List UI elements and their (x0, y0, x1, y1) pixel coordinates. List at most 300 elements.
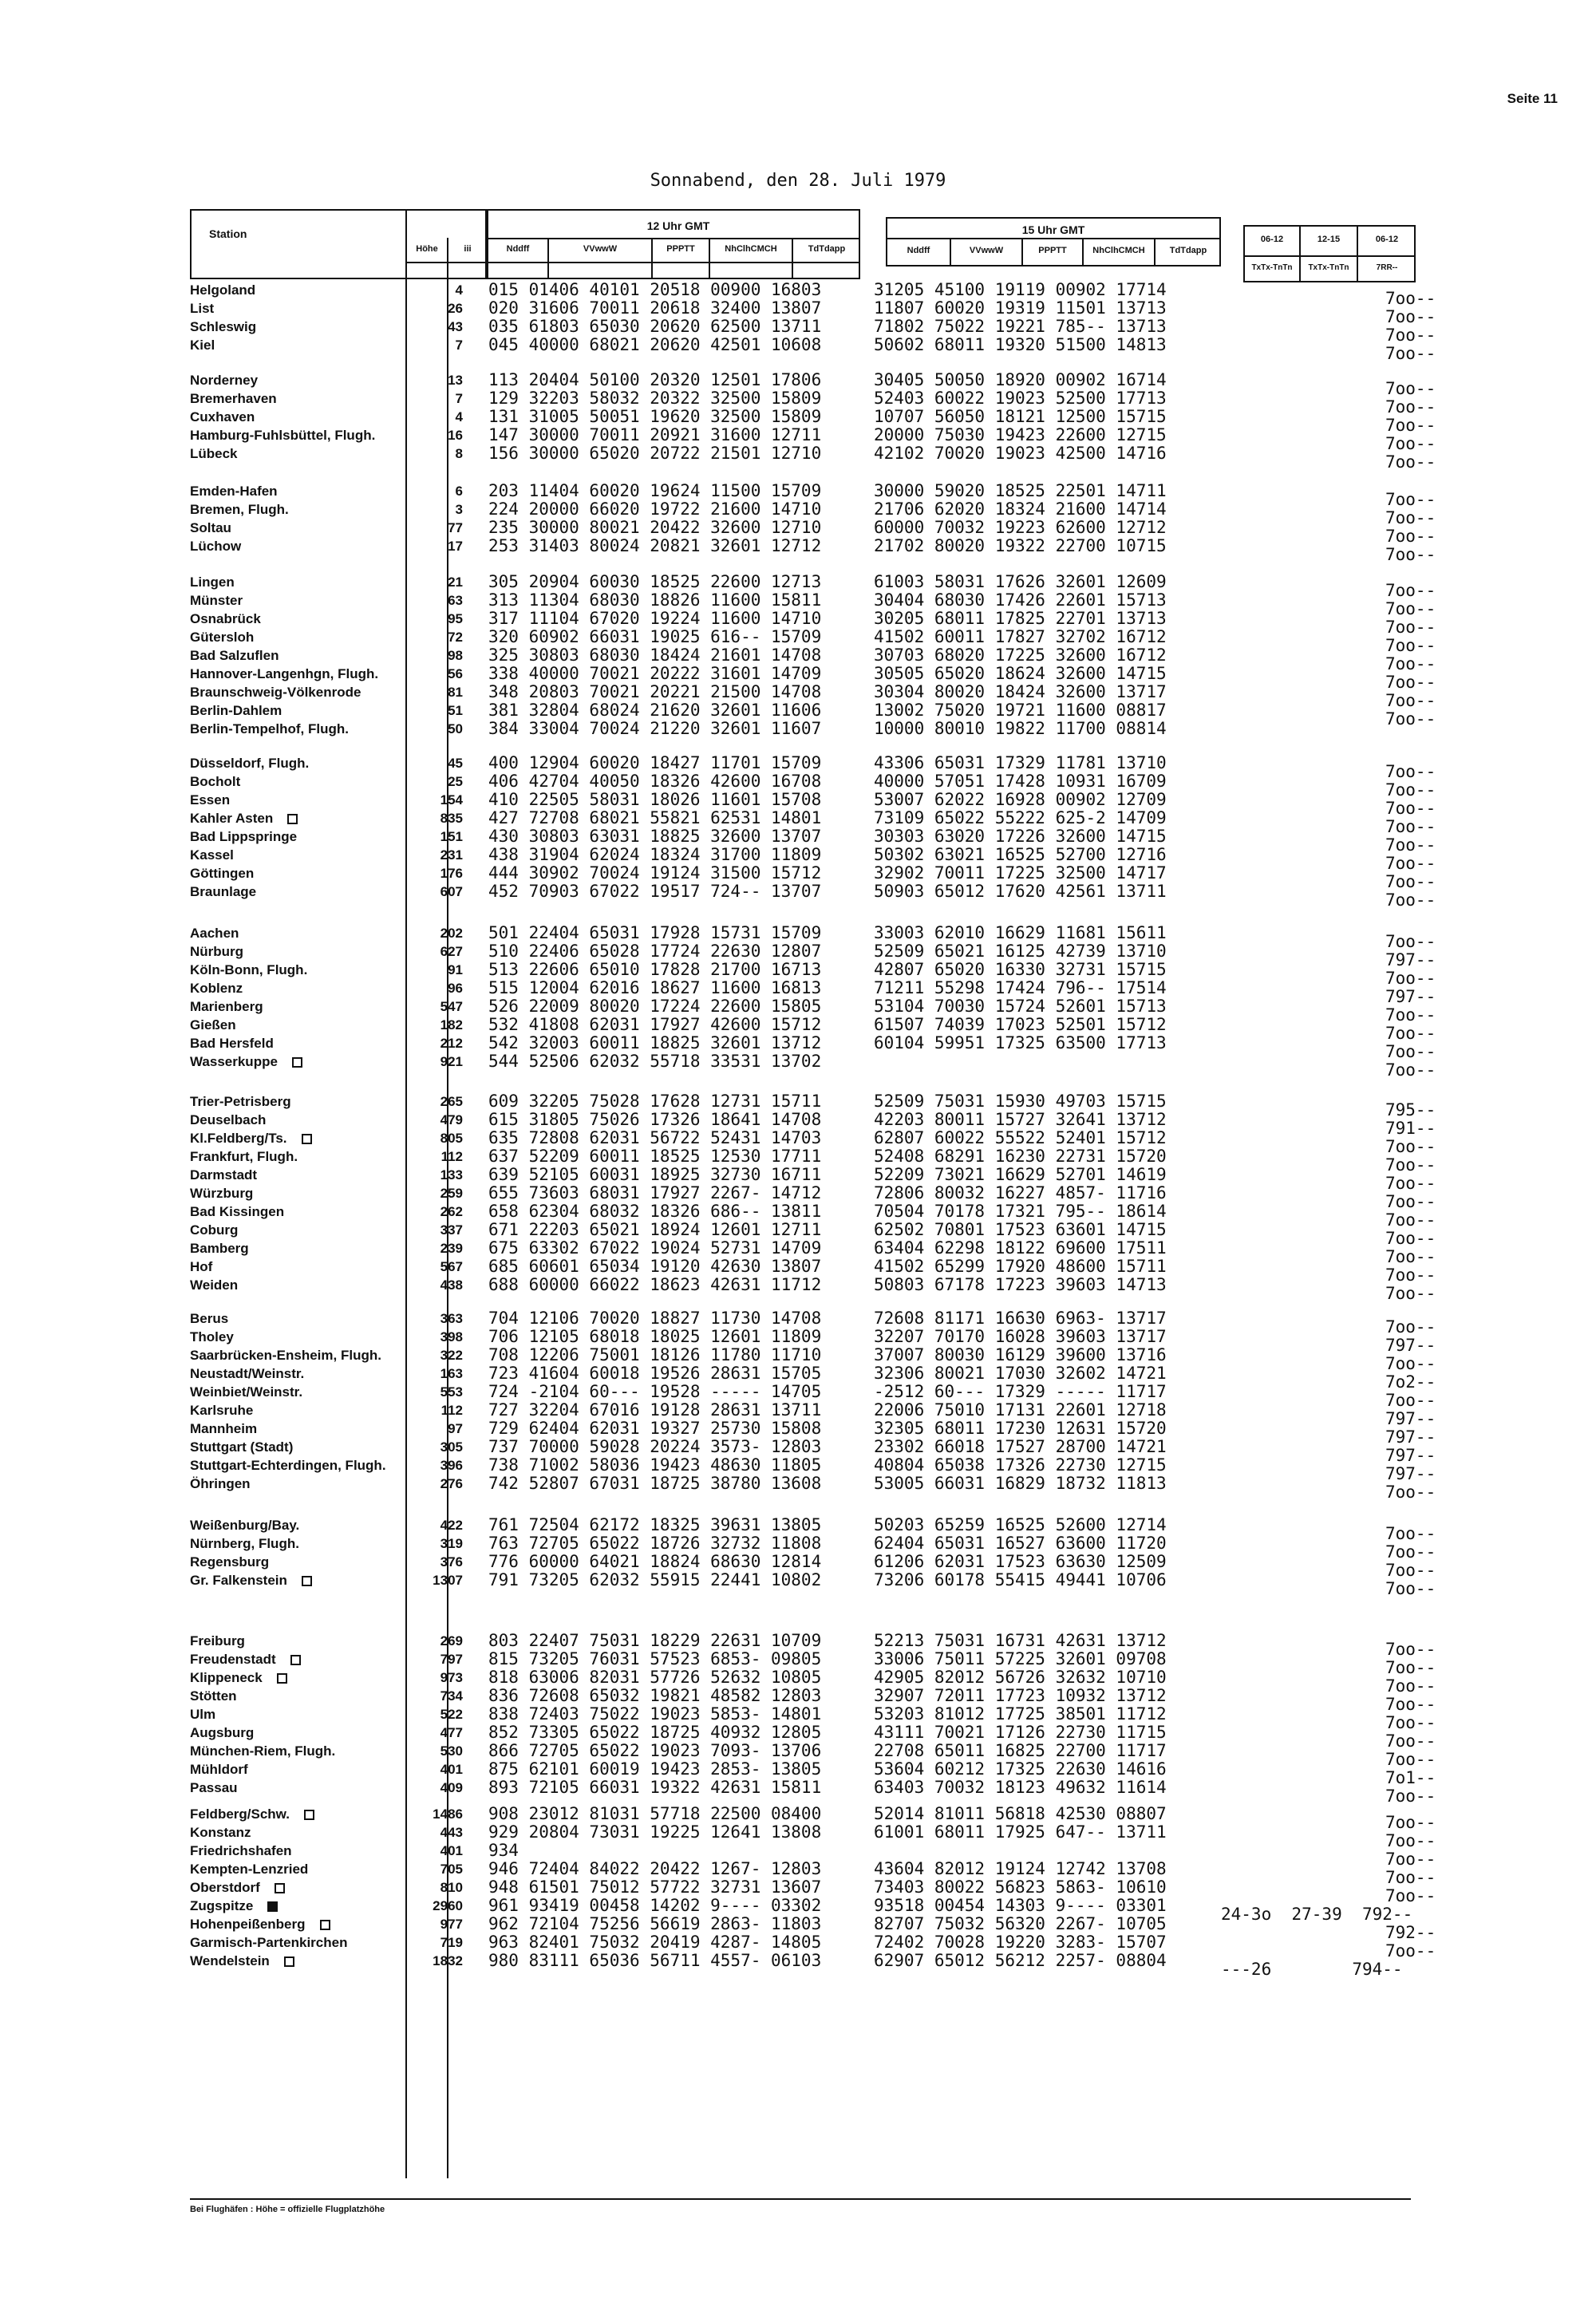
station-label: List (190, 301, 215, 316)
precip-value: 7oo-- (1385, 307, 1436, 326)
header-12-col4: NhClhCMCH (725, 244, 777, 254)
obs-12utc: 893 72105 66031 19322 42631 15811 (488, 1778, 822, 1797)
station-hoehe: 8 (455, 446, 463, 461)
station-name (190, 1052, 302, 1071)
header-15-col2: VVwwW (969, 246, 1004, 255)
precip-value: 7oo-- (1385, 618, 1436, 637)
station-label: Stuttgart-Echterdingen, Flugh. (190, 1458, 386, 1473)
obs-12utc: 015 01406 40101 20518 00900 16803 (488, 280, 822, 299)
obs-12utc: 706 12105 68018 18025 12601 11809 (488, 1327, 822, 1346)
precip-value: 7oo-- (1385, 969, 1436, 988)
obs-12utc: 235 30000 80021 20422 32600 12710 (488, 518, 822, 537)
obs-15utc: 43111 70021 17126 22730 11715 (874, 1723, 1167, 1742)
obs-15utc: 32902 70011 17225 32500 14717 (874, 863, 1167, 882)
station-name (190, 1129, 312, 1147)
precip-value: 7oo-- (1385, 1137, 1436, 1156)
station-hoehe: 112 (440, 1403, 463, 1418)
station-name (190, 1111, 266, 1129)
precip-value: 7oo-- (1385, 1750, 1436, 1769)
obs-12utc: 948 61501 75012 57722 32731 13607 (488, 1877, 822, 1897)
obs-15utc: 52403 60022 19023 52500 17713 (874, 389, 1167, 408)
obs-12utc: 320 60902 66031 19025 616-- 15709 (488, 627, 822, 646)
obs-12utc: 510 22406 65028 17724 22630 12807 (488, 942, 822, 961)
obs-15utc: 53203 81012 17725 38501 11712 (874, 1704, 1167, 1724)
station-hoehe: 239 (440, 1241, 463, 1256)
station-label: Kempten-Lenzried (190, 1862, 309, 1877)
open-square-marker (290, 1655, 301, 1665)
station-hoehe: 77 (448, 520, 463, 535)
header-12-col1: Nddff (506, 244, 530, 254)
precip-value: 7oo-- (1385, 890, 1436, 910)
station-label: Ulm (190, 1707, 216, 1722)
obs-15utc: 30505 65020 18624 32600 14715 (874, 664, 1167, 683)
obs-12utc: 675 63302 67022 19024 52731 14709 (488, 1238, 822, 1258)
obs-15utc: 30303 63020 17226 32600 14715 (874, 827, 1167, 846)
station-label: Würzburg (190, 1186, 254, 1201)
obs-12utc: 526 22009 80020 17224 22600 15805 (488, 997, 822, 1016)
station-label: Marienberg (190, 999, 263, 1014)
station-name (190, 864, 254, 882)
precip-value: 7oo-- (1385, 691, 1436, 710)
obs-15utc: 23302 66018 17527 28700 14721 (874, 1437, 1167, 1456)
station-hoehe: 921 (440, 1054, 463, 1069)
station-label: Schleswig (190, 319, 257, 334)
station-name (190, 1475, 251, 1493)
station-label: Weiden (190, 1277, 239, 1293)
obs-12utc: 803 22407 75031 18229 22631 10709 (488, 1631, 822, 1650)
header-15-col4: NhClhCMCH (1092, 246, 1145, 255)
precip-value: 7oo-- (1385, 932, 1436, 951)
precip-value: 7oo-- (1385, 599, 1436, 618)
precip-value: 7oo-- (1385, 1941, 1436, 1960)
obs-12utc: 203 11404 60020 19624 11500 15709 (488, 481, 822, 500)
precip-value: 7oo-- (1385, 872, 1436, 891)
precip-value: 7oo-- (1385, 1695, 1436, 1714)
obs-15utc: 62907 65012 56212 2257- 08804 (874, 1951, 1167, 1970)
obs-15utc: 72806 80032 16227 4857- 11716 (874, 1183, 1167, 1202)
station-hoehe: 98 (448, 648, 463, 663)
station-name (190, 882, 256, 901)
precip-value: 7oo-- (1385, 527, 1436, 546)
header-hoehe: Höhe (416, 244, 438, 254)
obs-12utc: 836 72608 65032 19821 48582 12803 (488, 1686, 822, 1705)
station-hoehe: 154 (440, 792, 463, 807)
obs-15utc: 53007 62022 16928 00902 12709 (874, 790, 1167, 809)
station-hoehe: 56 (448, 666, 463, 681)
header-extra-sub-3: 7RR-- (1376, 263, 1398, 272)
station-hoehe: 705 (440, 1862, 463, 1877)
obs-12utc: 963 82401 75032 20419 4287- 14805 (488, 1933, 822, 1952)
station-name (190, 1952, 294, 1970)
obs-15utc: 61507 74039 17023 52501 15712 (874, 1015, 1167, 1034)
header-iii: iii (464, 244, 472, 254)
station-name (190, 772, 240, 791)
precip-value: 7oo-- (1385, 1787, 1436, 1806)
station-name (190, 1668, 287, 1687)
obs-12utc: 544 52506 62032 55718 33531 13702 (488, 1052, 822, 1071)
precip-value: 7oo-- (1385, 1524, 1436, 1543)
obs-12utc: 410 22505 58031 18026 11601 15708 (488, 790, 822, 809)
obs-15utc: 42905 82012 56726 32632 10710 (874, 1668, 1167, 1687)
station-label: Oberstdorf (190, 1880, 260, 1895)
station-hoehe: 276 (440, 1476, 463, 1491)
station-label: Gütersloh (190, 630, 255, 645)
precip-value: 7oo-- (1385, 1192, 1436, 1211)
station-hoehe: 63 (448, 593, 463, 608)
station-hoehe: 262 (440, 1204, 463, 1219)
page-number: Seite 11 (1507, 91, 1558, 106)
obs-15utc: 52509 65021 16125 42739 13710 (874, 942, 1167, 961)
station-hoehe: 797 (440, 1652, 463, 1667)
precip-value: 7oo-- (1385, 1579, 1436, 1598)
open-square-marker (277, 1673, 287, 1684)
station-hoehe: 734 (440, 1688, 463, 1704)
station-label: Darmstadt (190, 1167, 258, 1183)
obs-12utc: 685 60601 65034 19120 42630 13807 (488, 1257, 822, 1276)
station-label: Norderney (190, 373, 259, 388)
obs-12utc: 742 52807 67031 18725 38780 13608 (488, 1474, 822, 1493)
precip-value: 7oo-- (1385, 416, 1436, 435)
station-name (190, 665, 378, 683)
obs-15utc: 62502 70801 17523 63601 14715 (874, 1220, 1167, 1239)
obs-15utc: 32305 68011 17230 12631 15720 (874, 1419, 1167, 1438)
precip-value: 7oo-- (1385, 1658, 1436, 1677)
station-hoehe: 977 (440, 1917, 463, 1932)
obs-12utc: 515 12004 62016 18627 11600 16813 (488, 978, 822, 997)
precip-value: 7oo-- (1385, 452, 1436, 472)
station-hoehe: 133 (440, 1167, 463, 1183)
precip-value: 7oo-- (1385, 1042, 1436, 1061)
station-name (190, 537, 241, 555)
station-name (190, 1779, 238, 1797)
station-label: Kl.Feldberg/Ts. (190, 1131, 287, 1146)
station-hoehe: 547 (440, 999, 463, 1014)
station-hoehe: 443 (440, 1825, 463, 1840)
station-hoehe: 363 (440, 1311, 463, 1326)
obs-15utc: 33003 62010 16629 11681 15611 (874, 923, 1167, 942)
station-name (190, 1842, 292, 1860)
station-label: Berlin-Tempelhof, Flugh. (190, 721, 349, 736)
precip-value: 7oo-- (1385, 817, 1436, 836)
station-label: Bamberg (190, 1241, 249, 1256)
obs-12utc: 723 41604 60018 19526 28631 15705 (488, 1364, 822, 1383)
obs-15utc: 63404 62298 18122 69600 17511 (874, 1238, 1167, 1258)
obs-12utc: 738 71002 58036 19423 48630 11805 (488, 1455, 822, 1475)
station-name (190, 336, 215, 354)
station-name (190, 1258, 212, 1276)
obs-12utc: 727 32204 67016 19128 28631 13711 (488, 1400, 822, 1419)
obs-12utc: 671 22203 65021 18924 12601 12711 (488, 1220, 822, 1239)
precip-value: 7oo-- (1385, 780, 1436, 800)
obs-15utc: 10000 80010 19822 11700 08814 (874, 719, 1167, 738)
obs-12utc: 875 62101 60019 19423 2853- 13805 (488, 1759, 822, 1779)
obs-12utc: 637 52209 60011 18525 12530 17711 (488, 1147, 822, 1166)
station-name (190, 444, 238, 463)
obs-15utc: 50203 65259 16525 52600 12714 (874, 1515, 1167, 1534)
station-hoehe: 337 (440, 1222, 463, 1238)
station-hoehe: 212 (440, 1036, 463, 1051)
station-label: Köln-Bonn, Flugh. (190, 962, 308, 977)
open-square-marker (304, 1810, 314, 1820)
station-name (190, 1878, 285, 1897)
station-name (190, 997, 263, 1016)
obs-12utc: 609 32205 75028 17628 12731 15711 (488, 1092, 822, 1111)
station-name (190, 519, 231, 537)
station-name (190, 646, 279, 665)
precip-value: 7oo-- (1385, 636, 1436, 655)
obs-15utc: 61206 62031 17523 63630 12509 (874, 1552, 1167, 1571)
station-label: Freiburg (190, 1633, 245, 1648)
precip-value: 7oo-- (1385, 397, 1436, 417)
obs-12utc: 929 20804 73031 19225 12641 13808 (488, 1822, 822, 1842)
precip-value: 7oo-- (1385, 1174, 1436, 1193)
open-square-marker (275, 1883, 285, 1893)
station-name (190, 1419, 257, 1438)
station-name (190, 1438, 293, 1456)
station-hoehe: 26 (448, 301, 463, 316)
station-label: Gießen (190, 1017, 236, 1033)
obs-12utc: 147 30000 70011 20921 31600 12711 (488, 425, 822, 444)
precip-value: 7oo-- (1385, 854, 1436, 873)
station-label: Hannover-Langenhgn, Flugh. (190, 666, 379, 681)
station-label: Soltau (190, 520, 231, 535)
station-label: Osnabrück (190, 611, 261, 626)
station-name (190, 1364, 304, 1383)
precip-value: 7oo-- (1385, 835, 1436, 855)
station-name (190, 1915, 330, 1933)
station-label: Zugspitze (190, 1898, 254, 1913)
precip-value: 7oo-- (1385, 1024, 1436, 1043)
precip-value: 7oo-- (1385, 654, 1436, 673)
station-name (190, 628, 254, 646)
obs-12utc: 708 12206 75001 18126 11780 11710 (488, 1345, 822, 1364)
station-label: Braunlage (190, 884, 257, 899)
obs-15utc: 10707 56050 18121 12500 15715 (874, 407, 1167, 426)
obs-12utc: 737 70000 59028 20224 3573- 12803 (488, 1437, 822, 1456)
obs-15utc: 42102 70020 19023 42500 14716 (874, 444, 1167, 463)
obs-15utc: 50803 67178 17223 39603 14713 (874, 1275, 1167, 1294)
station-label: Aachen (190, 926, 239, 941)
station-name (190, 979, 243, 997)
station-label: Helgoland (190, 282, 256, 298)
obs-15utc: 43306 65031 17329 11781 13710 (874, 753, 1167, 772)
station-name (190, 846, 234, 864)
station-label: Karlsruhe (190, 1403, 254, 1418)
station-label: Deuselbach (190, 1112, 267, 1127)
station-name (190, 1328, 234, 1346)
precip-value: 7oo-- (1385, 326, 1436, 345)
station-hoehe: 835 (440, 811, 463, 826)
station-hoehe: 17 (448, 539, 463, 554)
precip-value: ---26 794-- (1221, 1960, 1403, 1979)
obs-12utc: 438 31904 62024 18324 31700 11809 (488, 845, 822, 864)
obs-12utc: 406 42704 40050 18326 42600 16708 (488, 772, 822, 791)
station-hoehe: 810 (440, 1880, 463, 1895)
obs-15utc: 52509 75031 15930 49703 15715 (874, 1092, 1167, 1111)
obs-15utc: 63403 70032 18123 49632 11614 (874, 1778, 1167, 1797)
precip-value: 797-- (1385, 987, 1436, 1006)
station-hoehe: 530 (440, 1743, 463, 1759)
obs-12utc: 980 83111 65036 56711 4557- 06103 (488, 1951, 822, 1970)
precip-value: 7oo-- (1385, 581, 1436, 600)
station-label: Mannheim (190, 1421, 258, 1436)
obs-15utc: 93518 00454 14303 9---- 03301 (874, 1896, 1167, 1915)
precip-value: 7oo-- (1385, 1317, 1436, 1337)
obs-12utc: 946 72404 84022 20422 1267- 12803 (488, 1859, 822, 1878)
station-label: Saarbrücken-Ensheim, Flugh. (190, 1348, 381, 1363)
obs-15utc: 70504 70178 17321 795-- 18614 (874, 1202, 1167, 1221)
obs-12utc: 818 63006 82031 57726 52632 10805 (488, 1668, 822, 1687)
obs-15utc: 40804 65038 17326 22730 12715 (874, 1455, 1167, 1475)
obs-15utc: 72402 70028 19220 3283- 15707 (874, 1933, 1167, 1952)
station-label: Cuxhaven (190, 409, 255, 424)
station-hoehe: 1486 (433, 1806, 463, 1822)
precip-value: 7oo-- (1385, 379, 1436, 398)
obs-15utc: 20000 75030 19423 22600 12715 (874, 425, 1167, 444)
open-square-marker (302, 1134, 312, 1144)
obs-15utc: 13002 75020 19721 11600 08817 (874, 701, 1167, 720)
obs-12utc: 962 72104 75256 56619 2863- 11803 (488, 1914, 822, 1933)
station-hoehe: 95 (448, 611, 463, 626)
station-hoehe: 25 (448, 774, 463, 789)
station-label: Bad Kissingen (190, 1204, 285, 1219)
obs-12utc: 761 72504 62172 18325 39631 13805 (488, 1515, 822, 1534)
obs-12utc: 815 73205 76031 57523 6853- 09805 (488, 1649, 822, 1668)
station-label: Münster (190, 593, 243, 608)
station-name (190, 591, 243, 610)
obs-12utc: 113 20404 50100 20320 12501 17806 (488, 370, 822, 389)
obs-15utc: 53604 60212 17325 22630 14616 (874, 1759, 1167, 1779)
station-label: Essen (190, 792, 231, 807)
station-label: Wendelstein (190, 1953, 270, 1968)
header-15utc: 15 Uhr GMT (1021, 223, 1085, 236)
obs-12utc: 427 72708 68021 55821 62531 14801 (488, 808, 822, 827)
station-name (190, 1571, 312, 1589)
obs-12utc: 934 (488, 1841, 519, 1860)
station-name (190, 1016, 236, 1034)
obs-12utc: 400 12904 60020 18427 11701 15709 (488, 753, 822, 772)
station-hoehe: 259 (440, 1186, 463, 1201)
obs-15utc: 61001 68011 17925 647-- 13711 (874, 1822, 1167, 1842)
precip-value: 7oo-- (1385, 344, 1436, 363)
station-hoehe: 2960 (433, 1898, 463, 1913)
precip-value: 7oo-- (1385, 1229, 1436, 1248)
station-label: Hohenpeißenberg (190, 1917, 306, 1932)
obs-12utc: 020 31606 70011 20618 32400 13807 (488, 298, 822, 318)
obs-12utc: 131 31005 50051 19620 32500 15809 (488, 407, 822, 426)
header-15-col1: Nddff (907, 246, 930, 255)
obs-15utc: 73109 65022 55222 625-2 14709 (874, 808, 1167, 827)
precip-value: 7oo-- (1385, 1155, 1436, 1175)
station-hoehe: 396 (440, 1458, 463, 1473)
obs-12utc: 639 52105 60031 18925 32730 16711 (488, 1165, 822, 1184)
station-name (190, 924, 239, 942)
obs-12utc: 317 11104 67020 19224 11600 14710 (488, 609, 822, 628)
obs-12utc: 658 62304 68032 18326 686-- 13811 (488, 1202, 822, 1221)
header-extra-sub-2: TxTx-TnTn (1308, 263, 1349, 272)
station-label: Coburg (190, 1222, 239, 1238)
obs-12utc: 338 40000 70021 20222 31601 14709 (488, 664, 822, 683)
precip-value: 7oo-- (1385, 709, 1436, 728)
precip-value: 7oo-- (1385, 508, 1436, 527)
station-label: Bad Salzuflen (190, 648, 279, 663)
station-label: Frankfurt, Flugh. (190, 1149, 298, 1164)
station-name (190, 408, 255, 426)
station-hoehe: 401 (440, 1843, 463, 1858)
obs-12utc: 542 32003 60011 18825 32601 13712 (488, 1033, 822, 1052)
station-label: Friedrichshafen (190, 1843, 292, 1858)
obs-15utc: 41502 60011 17827 32702 16712 (874, 627, 1167, 646)
station-hoehe: 97 (448, 1421, 463, 1436)
obs-15utc: 50903 65012 17620 42561 13711 (874, 882, 1167, 901)
obs-15utc: 21702 80020 19322 22700 10715 (874, 536, 1167, 555)
header-15-col3: PPPTT (1038, 246, 1067, 255)
footer-rule (190, 2198, 1411, 2200)
station-label: Lüchow (190, 539, 242, 554)
filled-square-marker (267, 1901, 278, 1912)
obs-15utc: 50602 68011 19320 51500 14813 (874, 335, 1167, 354)
station-hoehe: 182 (440, 1017, 463, 1033)
station-label: Hamburg-Fuhlsbüttel, Flugh. (190, 428, 376, 443)
station-name (190, 500, 289, 519)
precip-value: 7oo-- (1385, 545, 1436, 564)
obs-15utc: 21706 62020 18324 21600 14714 (874, 499, 1167, 519)
obs-12utc: 035 61803 65030 20620 62500 13711 (488, 317, 822, 336)
station-label: Augsburg (190, 1725, 255, 1740)
station-hoehe: 805 (440, 1131, 463, 1146)
station-label: München-Riem, Flugh. (190, 1743, 336, 1759)
station-hoehe: 151 (440, 829, 463, 844)
station-name (190, 371, 258, 389)
station-hoehe: 376 (440, 1554, 463, 1570)
precip-value: 7oo-- (1385, 1868, 1436, 1887)
open-square-marker (287, 814, 298, 824)
station-name (190, 1401, 253, 1419)
obs-12utc: 532 41808 62031 17927 42600 15712 (488, 1015, 822, 1034)
obs-15utc: 53104 70030 15724 52601 15713 (874, 997, 1167, 1016)
station-label: Berlin-Dahlem (190, 703, 282, 718)
station-name (190, 1456, 386, 1475)
obs-12utc: 045 40000 68021 20620 42501 10608 (488, 335, 822, 354)
precip-value: 797-- (1385, 1446, 1436, 1465)
station-label: Feldberg/Schw. (190, 1806, 290, 1822)
station-hoehe: 265 (440, 1094, 463, 1109)
station-label: Lingen (190, 574, 235, 590)
station-hoehe: 21 (448, 574, 463, 590)
obs-15utc: 52408 68291 16230 22731 15720 (874, 1147, 1167, 1166)
header-station: Station (209, 227, 247, 240)
obs-15utc: 73403 80022 56823 5863- 10610 (874, 1877, 1167, 1897)
station-label: Göttingen (190, 866, 255, 881)
obs-15utc: -2512 60--- 17329 ----- 11717 (874, 1382, 1167, 1401)
station-hoehe: 479 (440, 1112, 463, 1127)
obs-12utc: 129 32203 58032 20322 32500 15809 (488, 389, 822, 408)
station-label: Neustadt/Weinstr. (190, 1366, 305, 1381)
station-hoehe: 202 (440, 926, 463, 941)
station-hoehe: 719 (440, 1935, 463, 1950)
obs-12utc: 704 12106 70020 18827 11730 14708 (488, 1309, 822, 1328)
obs-15utc: 31205 45100 19119 00902 17714 (874, 280, 1167, 299)
header-15-col5: TdTdapp (1169, 246, 1207, 255)
station-name (190, 683, 361, 701)
obs-12utc: 513 22606 65010 17828 21700 16713 (488, 960, 822, 979)
obs-15utc: 32907 72011 17723 10932 13712 (874, 1686, 1167, 1705)
precip-value: 7oo-- (1385, 1713, 1436, 1732)
station-label: Kahler Asten (190, 811, 274, 826)
precip-value: 7oo-- (1385, 1060, 1436, 1080)
station-label: Braunschweig-Völkenrode (190, 685, 361, 700)
obs-15utc: 30304 80020 18424 32600 13717 (874, 682, 1167, 701)
